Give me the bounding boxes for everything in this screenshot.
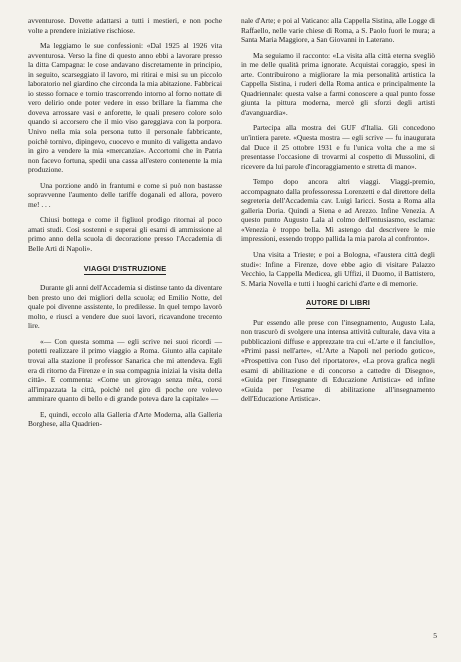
paragraph: E, quindi, eccolo alla Galleria d'Arte Moderna, alla Galleria Borghese, alla Quadrien- xyxy=(28,409,222,429)
section-heading-text: AUTORE DI LIBRI xyxy=(305,298,371,308)
paragraph: nale d'Arte; e poi al Vaticano: alla Cappella Sistina, alle Logge di Raffaello, nelle varie chiese di Roma, a S. Paolo fuori le mura; a Santa Maria Maggiore, a San Giovanni in Laterano. xyxy=(241,16,435,45)
paragraph: Chiusi bottega e come il figliuol prodigo ritornai al poco amati studi. Così sostenni e superai gli esami di ammissione al primo anno della scuola di decorazione presso l'Accademia di Belle Arti di Napoli». xyxy=(28,215,222,254)
paragraph: Ma leggiamo le sue confessioni: «Dal 1925 al 1926 vita avventurosa. Verso la fine di questo anno ebbi a lavorare presso la ditta Campagna: le cose andavano discretamente in principio, in seguito, scarseggiato il lavoro, mi ritirai e misi su un piccolo laboratorio nel giardino che circonda la mia abitazione. Fabbricai io stesso fornace e tornio trascorrendo intorno al forno nottate di vero delirio onde poter vedere in esso brillare la fiamma che doveva arrossare vasi e anforette, le quali presero colore solo quando si accorsero che il mio viso gareggiava con la porpora. Univo nella mia sola persona tutto il personale fabbricante, poichè tornivo, dipingevo, cuocevo e munito di valigetta andavo in giro a vendere la mia «mercanzia». Accortomi che in Patria non facevo fortuna, spedii una cassa all'estero contenente la mia produzione. xyxy=(28,41,222,175)
page-number: 5 xyxy=(433,631,437,640)
paragraph: Tempo dopo ancora altri viaggi. Viaggi-premio, accompagnato dalla professoressa Lorenzetti e dal direttore della segreteria dell'Accademia cav. Luigi Iaricci. Sosta a Roma alla galleria Doria. Quindi a Siena e ad Arezzo. Infine Venezia. A questo punto Augusto Lala al colmo dell'entusiasmo, esclama: «Venezia è troppo bella. Mi astengo dal descrivere le mie impressioni, essendo troppo pallida la mia parola al confronto». xyxy=(241,177,435,244)
paragraph: Durante gli anni dell'Accademia si distinse tanto da diventare ben presto uno dei migliori della scuola; ed Emilio Notte, del quale poi divenne assistente, lo predilesse. In quel tempo lavorò molto, e riuscì a vendere due suoi lavori, ricavandone trecento lire. xyxy=(28,283,222,331)
section-heading-text: VIAGGI D'ISTRUZIONE xyxy=(83,263,167,273)
paragraph: avventurose. Dovette adattarsi a tutti i mestieri, e non poche volte a prendere iniziative rischiose. xyxy=(28,16,222,35)
paragraph: «— Con questa somma — egli scrive nei suoi ricordi — potetti realizzare il primo viaggio a Roma. Giunto alla capitale trovai alla stazione il professor Sanarica che mi attendeva. Egli era di ritorno da Firenze e in sua compagnia iniziai la visita della città». E commenta: «Come un girovago senza mèta, corsi all'impazzata la città, poichè nel giro di poche ore volevo ammirare quanto di bello e di grande poteva dare la capitale» — xyxy=(28,336,222,404)
left-column xyxy=(28,16,222,435)
section-heading xyxy=(241,298,435,308)
two-column-layout xyxy=(28,16,435,435)
paragraph: Ma seguiamo il racconto: «La visita alla città eterna svegliò in me delle qualità prima ignorate. Acquistai coraggio, spesi in arte. Contribuirono a migliorare la mia personalità artistica la Cappella Sistina, i ruderi della Roma antica e principalmente la Quadriennale: questa valse a farmi conoscere a qual punto fosse giunta la pittura moderna, mercè gli sforzi degli artisti d'avanguardia». xyxy=(241,50,435,117)
paragraph: Pur essendo alle prese con l'insegnamento, Augusto Lala, non trascurò di svolgere una intensa attività culturale, dava vita a pubblicazioni diffuse e apprezzate tra cui «L'arte e il fanciullo», «Primi passi nell'arte», «L'Arte a Napoli nel periodo gotico», «Prospettiva con l'uso del riportatore», «La prova grafica negli esami di abilitazione e di concorso a cattedre di Disegno», «Guida per l'insegnante di Educazione Artistica» ed infine «Guida per l'esame di abilitazione all'insegnamento dell'Educazione Artistica». xyxy=(241,317,435,404)
paragraph: Una visita a Trieste; e poi a Bologna, «l'austera città degli studi»: Infine a Firenze, dove ebbe agio di visitare Palazzo Vecchio, la Cappella Medicea, gli Uffizi, il Duomo, il Battistero, S. Maria Novella e tutti i luoghi carichi d'arte e di memorie. xyxy=(241,250,435,288)
paragraph: Una porzione andò in frantumi e come si può non bastasse sopravvenne l'aumento delle tariffe doganali ed allora, povero me! . . . xyxy=(28,180,222,209)
right-column xyxy=(241,16,435,435)
section-heading xyxy=(28,264,222,274)
paragraph: Partecipa alla mostra dei GUF d'Italia. Gli concedono un'intiera parete. «Questa mostra — egli scrive — fu inaugurata dal Duce il 25 ottobre 1931 e fu l'unica volta che a me si presentasse l'occasione di trovarmi al cospetto di Mussolini, di ricevere da lui parole d'incoraggiamento e stretta di mano». xyxy=(241,123,435,171)
